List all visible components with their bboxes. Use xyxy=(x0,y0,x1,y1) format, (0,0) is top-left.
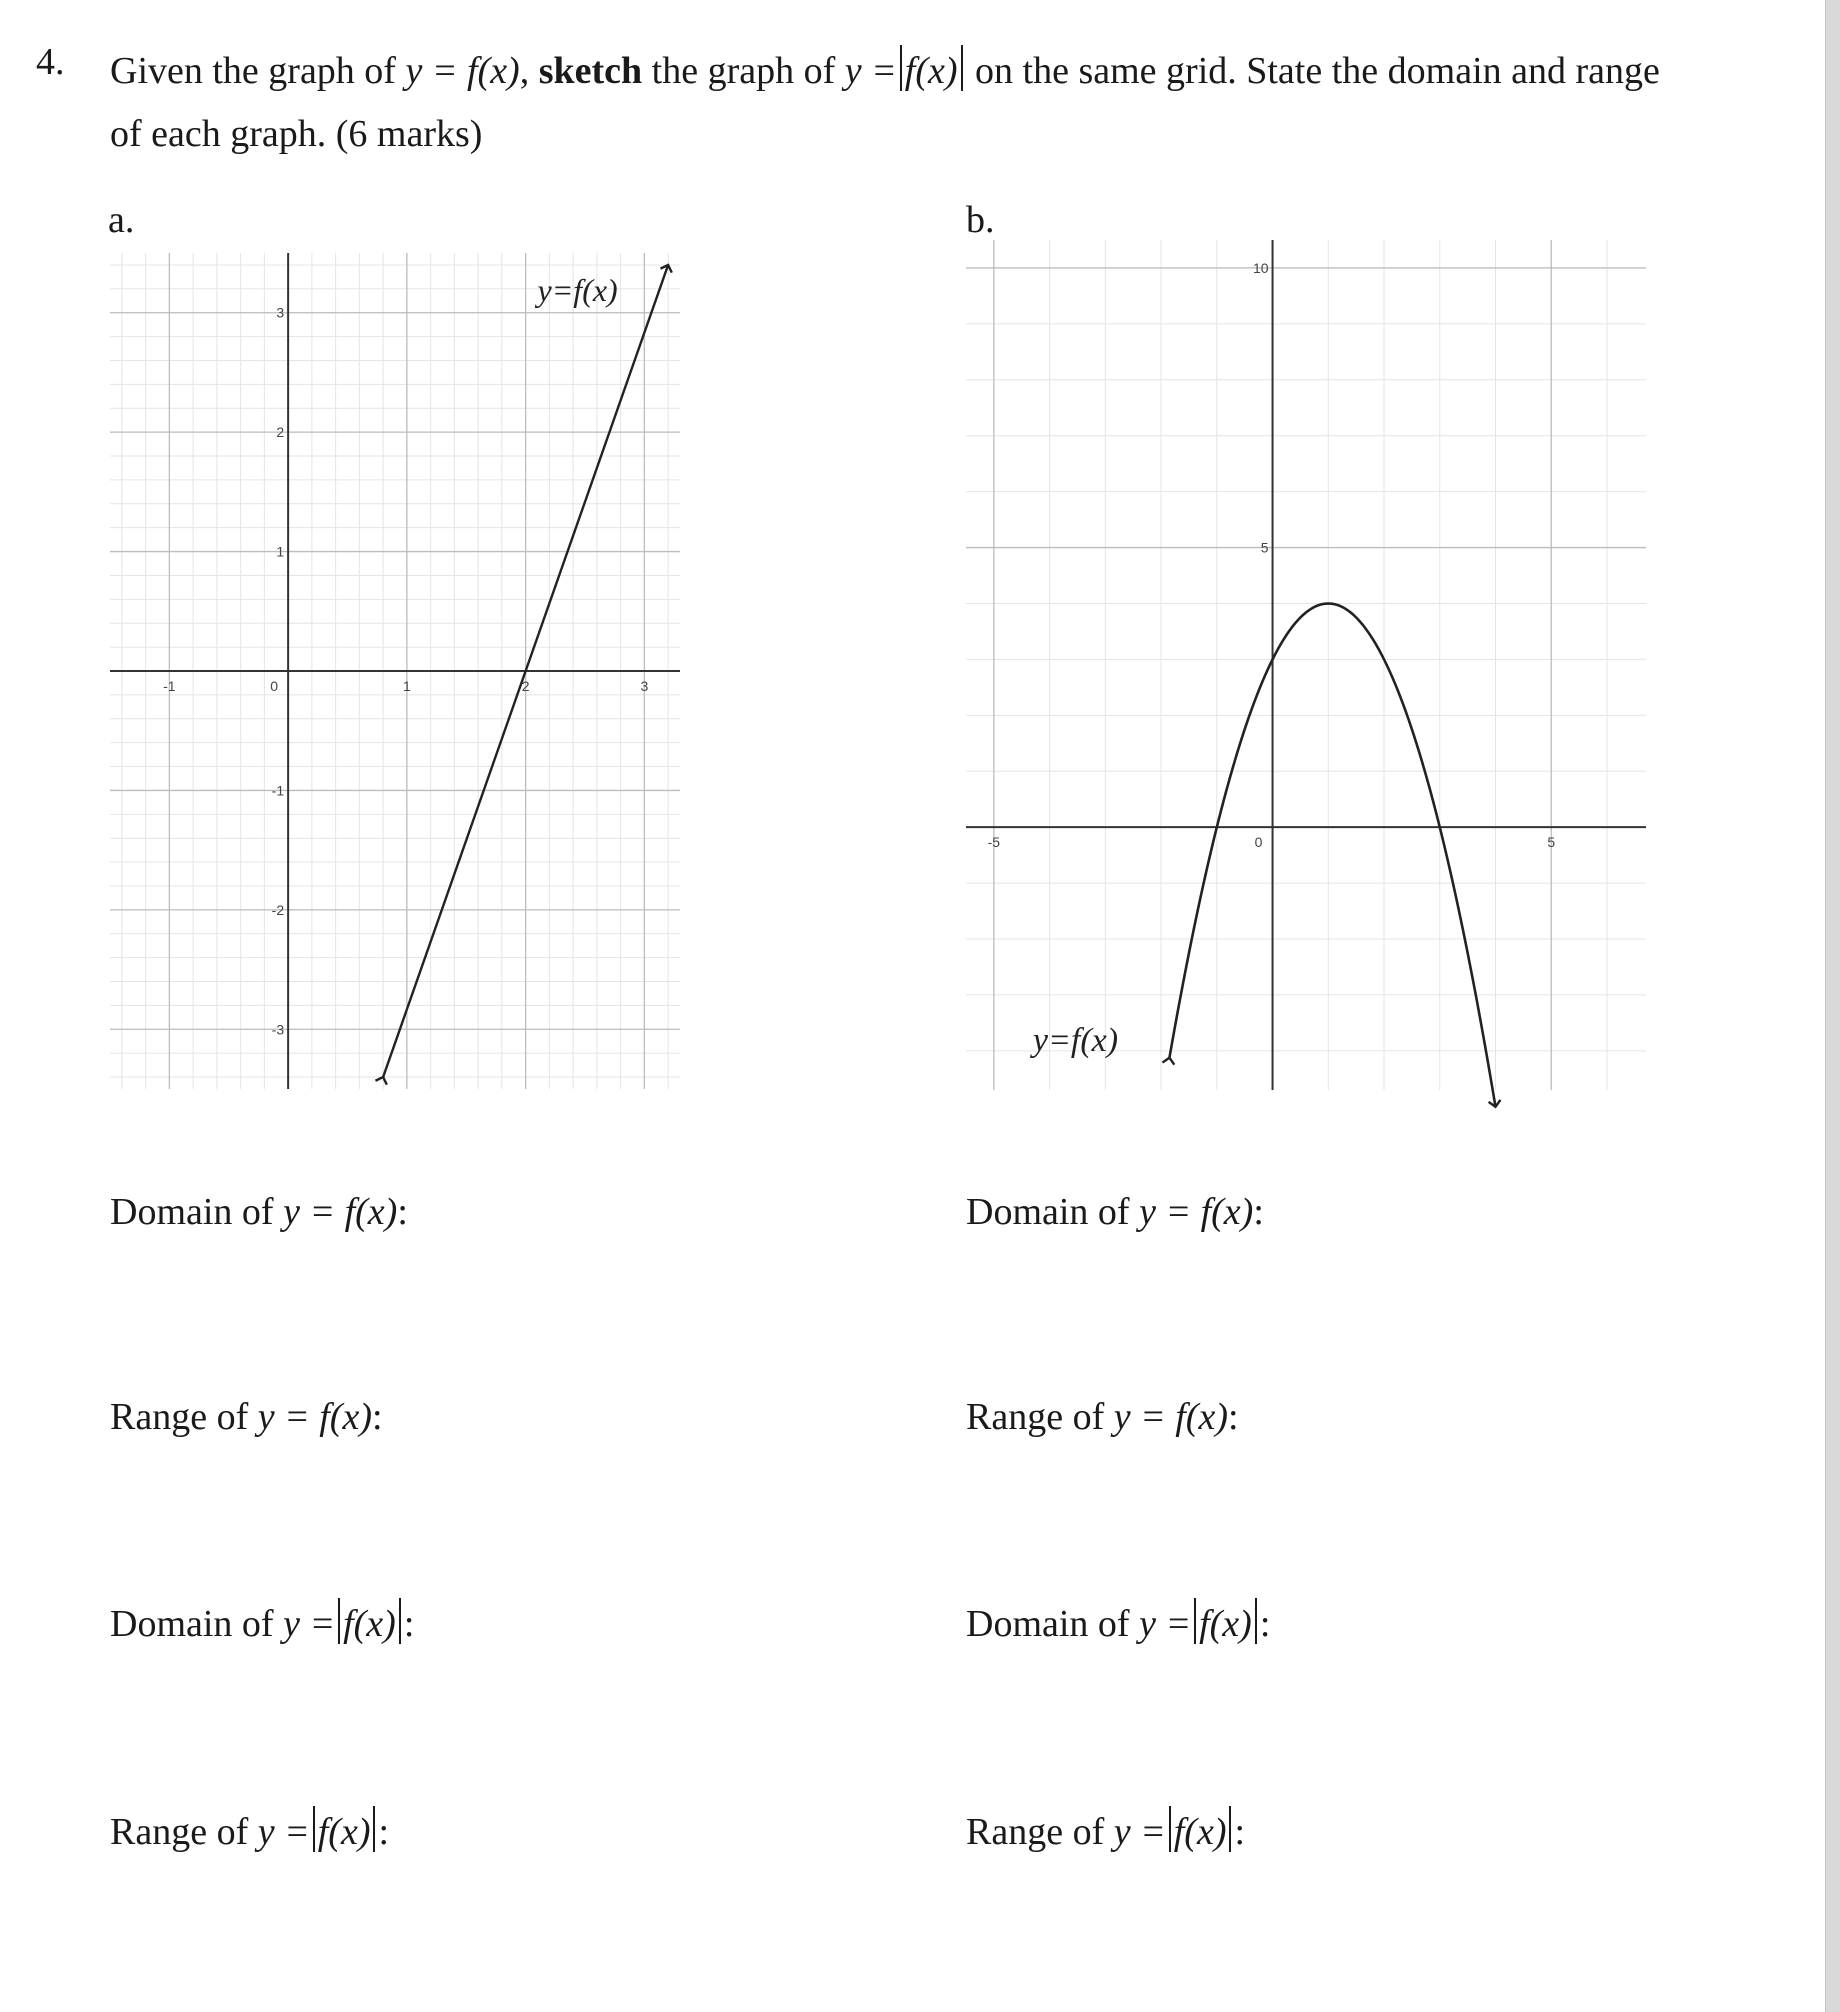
marks: (6 marks) xyxy=(335,113,483,155)
x-tick-label: 3 xyxy=(640,678,649,694)
question-text-part: Given the graph of xyxy=(110,50,396,92)
parabola-y-equals-f-x xyxy=(1169,604,1495,1107)
question-number: 4. xyxy=(36,41,65,83)
y-tick-label: 3 xyxy=(276,304,285,321)
comma: , xyxy=(519,50,530,92)
domain-abs-b: Domain of y = f(x) : xyxy=(966,1598,1270,1646)
x-tick-label: 0 xyxy=(270,678,279,694)
function-expression: y = f(x) xyxy=(405,50,520,92)
curve-label-a: y=f(x) xyxy=(537,271,618,308)
y-tick-label: 10 xyxy=(1252,259,1269,276)
part-b-label: b. xyxy=(966,199,995,241)
abs-expression-inner: f(x) xyxy=(904,50,958,92)
range-abs-a: Range of y = f(x) : xyxy=(110,1806,389,1854)
y-tick-label: -1 xyxy=(271,782,285,799)
range-f-a: Range of y = f(x): xyxy=(110,1396,383,1438)
y-tick-label: 1 xyxy=(276,543,285,560)
domain-abs-a: Domain of y = f(x) : xyxy=(110,1598,414,1646)
graph-b xyxy=(966,240,1646,1107)
domain-f-b: Domain of y = f(x): xyxy=(966,1191,1264,1233)
x-tick-label: 5 xyxy=(1547,834,1556,851)
part-a-label: a. xyxy=(108,199,135,241)
x-tick-label: -5 xyxy=(987,834,1001,851)
domain-f-a: Domain of y = f(x): xyxy=(110,1191,408,1233)
y-tick-label: -2 xyxy=(271,901,285,918)
question-text-part: the graph of xyxy=(651,50,836,92)
y-tick-label: -3 xyxy=(271,1021,285,1038)
range-abs-b: Range of y = f(x) : xyxy=(966,1806,1245,1854)
curve-label-b: y=f(x) xyxy=(1032,1021,1119,1059)
x-tick-label: -1 xyxy=(163,678,176,694)
y-tick-label: 2 xyxy=(276,424,285,441)
abs-expression-left: y = xyxy=(844,50,897,92)
x-tick-label: 0 xyxy=(1254,834,1263,851)
range-f-b: Range of y = f(x): xyxy=(966,1396,1239,1438)
sketch-emphasis: sketch xyxy=(538,50,643,92)
x-tick-label: 1 xyxy=(402,678,411,694)
question-text-part: on the same grid. State the domain and range of each graph. xyxy=(110,50,1660,155)
graph-a xyxy=(110,253,680,1089)
x-tick-label: 2 xyxy=(521,678,530,694)
y-tick-label: 5 xyxy=(1260,539,1269,556)
